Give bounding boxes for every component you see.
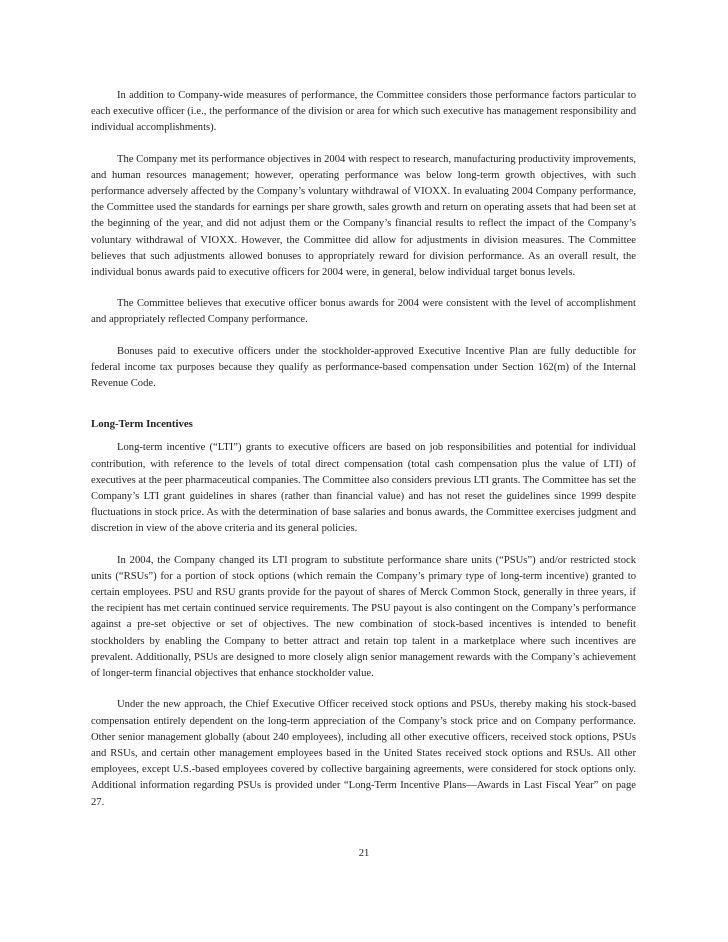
paragraph-2004-performance: The Company met its performance objectives in 2004 with respect to research, manufacturing productivity improvements, and human resources management; however, operating performance was below long-term growth objectives, with such performance adversely affected by the Company’s voluntary withdrawal of VIOXX. In evaluating 2004 Company performance, the Committee used the standards for earnings per share growth, sales growth and return on operating assets that had been set at the beginning of the year, and did not adjust them or the Company’s financial results to reflect the impact of the Company’s voluntary withdrawal of VIOXX. However, the Committee did allow for adjustments in division measures. The Committee believes that such adjustments allowed bonuses to appropriately reward for division performance. As an overall result, the individual bonus awards paid to executive officers for 2004 were, in general, below individual target bonus levels.: [91, 153, 636, 279]
section-heading-long-term-incentives: Long-Term Incentives: [91, 418, 193, 431]
paragraph-new-approach: Under the new approach, the Chief Executive Officer received stock options and PSUs, thereby making his stock-based compensation entirely dependent on the long-term appreciation of the Company’s stock price and on Company performance. Other senior management globally (about 240 employees), including all other executive officers, received stock options, PSUs and RSUs, and certain other management employees based in the United States received stock options and RSUs. All other employees, except U.S.-based employees covered by collective bargaining agreements, were considered for stock options only. Additional information regarding PSUs is provided under “Long-Term Incentive Plans—Awards in Last Fiscal Year” on page 27.: [91, 699, 636, 808]
paragraph-lti-program-change: In 2004, the Company changed its LTI program to substitute performance share units (“PSUs”) and/or restricted stock units (“RSUs”) for a portion of stock options (which remain the Company’s primary type of long-term incentive) granted to certain employees. PSU and RSU grants provide for the payout of shares of Merck Common Stock, generally in three years, if the recipient has met certain continued service requirements. The PSU payout is also contingent on the Company’s performance against a pre-set objective or set of objectives. The new combination of stock-based incentives is intended to benefit stockholders by enabling the Company to better attract and retain top talent in a marketplace where such incentives are prevalent. Additionally, PSUs are designed to more closely align senior management rewards with the Company’s achievement of longer-term financial objectives that enhance stockholder value.: [91, 554, 636, 680]
paragraph-bonus-consistency: The Committee believes that executive officer bonus awards for 2004 were consistent with the level of accomplishment and appropriately reflected Company performance.: [91, 298, 636, 326]
page-number: 21: [358, 848, 370, 859]
paragraph-performance-factors: In addition to Company-wide measures of performance, the Committee considers those performance factors particular to each executive officer (i.e., the performance of the division or area for which such executive has management responsibility and individual accomplishments).: [91, 90, 636, 134]
paragraph-tax-deductibility: Bonuses paid to executive officers under the stockholder-approved Executive Incentive Plan are fully deductible for federal income tax purposes because they qualify as performance-based compensation under Section 162(m) of the Internal Revenue Code.: [91, 345, 636, 390]
document-page: [91, 88, 636, 811]
paragraph-lti-grants: Long-term incentive (“LTI”) grants to executive officers are based on job responsibilities and potential for individual contribution, with reference to the levels of total direct compensation (total cash compensation plus the value of LTI) of executives at the peer pharmaceutical companies. The Committee also considers previous LTI grants. The Committee has set the Company’s LTI grant guidelines in shares (rather than financial value) and has not reset the guidelines since 1999 despite fluctuations in stock price. As with the determination of base salaries and bonus awards, the Committee exercises judgment and discretion in view of the above criteria and its general policies.: [91, 442, 636, 535]
